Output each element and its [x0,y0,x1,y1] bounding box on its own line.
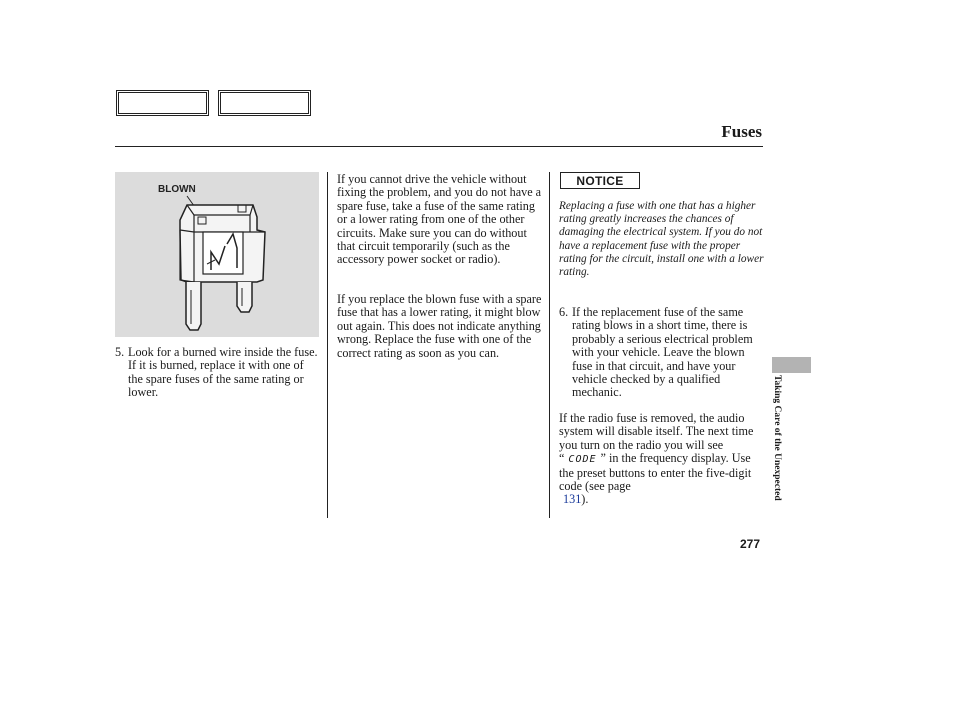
section-label-text: Taking Care of the Unexpected [772,375,782,501]
page-title: Fuses [721,122,762,141]
paragraph-lower-rating: If you replace the blown fuse with a spare fuse that has a lower rating, it might blow out again. This does not indicate anything wrong. Replace the fuse with one of the correct rating as soon as you can. [337,292,542,360]
radio-text-before: If the radio fuse is removed, the audio system will disable itself. The next time you turn on the radio you will see “ [559,411,754,466]
radio-text-end: ). [581,492,589,507]
blown-fuse-icon [115,172,319,337]
blown-label: BLOWN [158,184,196,195]
page-131-link[interactable]: 131 [563,492,582,507]
column-divider-2 [549,172,550,518]
paragraph-spare-fuse: If you cannot drive the vehicle without fixing the problem, and you do not have a spare fuse, take a fuse of the same rating or a lower rating from one of the other circuits. Make sure you can do without that circuit temporarily (such as the accessory power socket or radio). [337,172,542,267]
radio-fuse-paragraph [559,412,759,507]
notice-badge: NOTICE [560,172,640,189]
radio-code-display: CODE [568,454,597,466]
section-label [768,375,786,530]
nav-box-2[interactable] [218,90,311,116]
step-6-number: 6. [559,305,569,319]
step-5-text: Look for a burned wire inside the fuse. If it is burned, replace it with one of the spare fuses of the same rating or lower. [128,345,318,400]
radio-text-after: ” in the frequency display. Use the preset buttons to enter the five-digit code (see page [559,451,752,494]
step-5 [115,346,321,400]
page-number: 277 [740,537,761,551]
step-5-number: 5. [115,345,125,359]
nav-box-1[interactable] [116,90,209,116]
fuse-figure [115,172,319,337]
section-tab [772,357,811,373]
step-6-text: If the replacement fuse of the same rating blows in a short time, there is probably a serious electrical problem with your vehicle. Leave the blown fuse in that circuit, and have your vehicle checked by a qualified mechanic. [572,305,753,400]
header-rule [115,146,763,147]
column-divider-1 [327,172,328,518]
notice-text: Replacing a fuse with one that has a higher rating greatly increases the chances of damaging the electrical system. If you do not have a replacement fuse with the proper rating for the circuit, install one with a lower rating. [559,200,764,279]
step-6 [559,306,765,400]
